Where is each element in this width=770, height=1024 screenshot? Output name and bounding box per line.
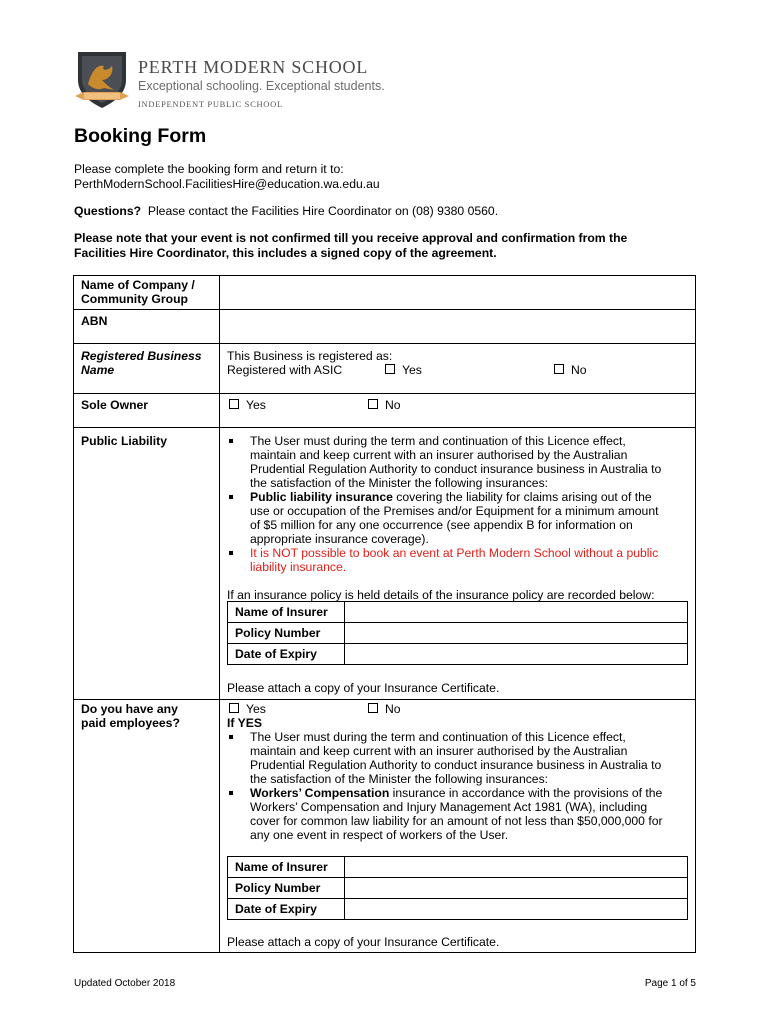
option-label: Yes [246,398,266,412]
row-divider [73,699,696,700]
confirmation-notice [74,231,627,261]
company-field[interactable] [227,278,692,306]
label-line: Name of Company / [81,278,195,292]
sole-owner-no-option[interactable] [368,398,401,412]
emphasis: Workers’ Compensation [250,786,390,800]
checkbox[interactable] [229,399,239,409]
abn-label: ABN [81,314,108,328]
label-line: Community Group [81,292,188,306]
text-line: It is NOT possible to book an event at Perth Modern School without a public [250,546,659,560]
employees-no-option[interactable] [368,702,401,716]
insurance-policy-table [227,601,688,665]
emphasis: Public liability insurance [250,490,393,504]
school-name: PERTH MODERN SCHOOL [138,57,369,77]
text-line: The User must during the term and continuation of this Licence effect, [250,434,626,448]
list-item [227,730,692,786]
table-row [228,623,688,644]
employees-label [81,702,217,730]
registration-info: This Business is registered as: [227,349,393,363]
contact-email[interactable]: PerthModernSchool.FacilitiesHire@education.wa.edu.au [74,177,380,191]
policy-number-field[interactable] [345,878,688,899]
attach-note: Please attach a copy of your Insurance Certificate. [227,681,500,695]
policy-intro: If an insurance policy is held details of the insurance policy are recorded below: [227,588,655,602]
school-crest-icon [74,50,130,112]
option-label: Yes [402,363,422,377]
registered-asic-text: Registered with ASIC [227,363,343,377]
company-label [81,278,217,306]
text-line: the satisfaction of the Minister the following insurances: [250,476,549,490]
workers-comp-policy-table [227,856,688,920]
school-type: INDEPENDENT PUBLIC SCHOOL [138,99,283,109]
sole-owner-yes-option[interactable] [229,398,266,412]
questions-label: Questions? [74,204,142,218]
notice-line: Please note that your event is not confirmed till you receive approval and confirmation from the [74,231,628,245]
row-label: Name of Insurer [228,602,345,623]
list-item [227,490,692,546]
text-line: maintain and keep current with an insurer authorised by the Australian [250,744,628,758]
workers-comp-terms [227,730,692,842]
sole-owner-label: Sole Owner [81,398,149,412]
row-label: Policy Number [228,878,345,899]
option-label: No [385,398,401,412]
text-line: cover for common law liability for an amount of not less than $50,000,000 for [250,814,663,828]
list-item-warning [227,546,692,574]
if-yes-heading: If YES [227,716,262,730]
insurer-name-field[interactable] [345,857,688,878]
text-line: Prudential Regulation Authority to conduct insurance business in Australia to [250,758,662,772]
text: covering the liability for claims arising out of the [392,490,652,504]
table-row [228,878,688,899]
checkbox[interactable] [554,364,564,374]
text-line: any one event in respect of workers of the User. [250,828,509,842]
row-divider [73,309,696,310]
row-divider [73,427,696,428]
employees-yes-option[interactable] [229,702,266,716]
text-line [250,490,692,504]
asic-yes-option[interactable] [385,363,422,377]
questions-text: Please contact the Facilities Hire Coordinator on (08) 9380 0560. [147,204,499,218]
text-line: the satisfaction of the Minister the following insurances: [250,772,549,786]
table-row [228,857,688,878]
table-row [228,602,688,623]
notice-line: Facilities Hire Coordinator, this includes a signed copy of the agreement. [74,246,497,260]
page-title: Booking Form [74,125,207,147]
row-label: Name of Insurer [228,857,345,878]
abn-field[interactable] [227,312,692,340]
expiry-date-field[interactable] [345,899,688,920]
text-line: Workers’ Compensation and Injury Management Act 1981 (WA), including [250,800,648,814]
option-label: No [385,702,401,716]
checkbox[interactable] [385,364,395,374]
label-line: Do you have any [81,702,178,716]
text-line: The User must during the term and continuation of this Licence effect, [250,730,626,744]
label-line: paid employees? [81,716,180,730]
updated-date: Updated October 2018 [74,978,176,989]
list-item [227,786,692,842]
option-label: No [571,363,587,377]
insurer-name-field[interactable] [345,602,688,623]
intro-text [74,162,380,192]
text-line: of $5 million for any one occurrence (see appendix B for information on [250,518,633,532]
row-label: Policy Number [228,623,345,644]
text-line: use or occupation of the Premises and/or Equipment for a minimum amount [250,504,659,518]
row-label: Date of Expiry [228,899,345,920]
column-divider [219,275,220,953]
asic-no-option[interactable] [554,363,587,377]
questions-line [74,204,498,219]
policy-number-field[interactable] [345,623,688,644]
registered-business-label [81,349,217,377]
public-liability-label: Public Liability [81,434,168,448]
page-number: Page 1 of 5 [644,978,696,989]
row-label: Date of Expiry [228,644,345,665]
row-divider [73,393,696,394]
list-item [227,434,692,490]
checkbox[interactable] [368,399,378,409]
table-row [228,644,688,665]
option-label: Yes [246,702,266,716]
text-line: maintain and keep current with an insurer authorised by the Australian [250,448,628,462]
attach-note: Please attach a copy of your Insurance Certificate. [227,935,500,949]
text: insurance in accordance with the provisions of the [389,786,663,800]
public-liability-terms [227,434,692,574]
text-line: Prudential Regulation Authority to conduct insurance business in Australia to [250,462,662,476]
text-line [250,786,692,800]
school-tagline: Exceptional schooling. Exceptional students. [138,79,385,93]
expiry-date-field[interactable] [345,644,688,665]
label-line: Name [81,363,115,377]
label-line: Registered Business [81,349,202,363]
table-row [228,899,688,920]
text-line: appropriate insurance coverage). [250,532,429,546]
checkbox[interactable] [368,703,378,713]
checkbox[interactable] [229,703,239,713]
text-line: liability insurance. [250,560,347,574]
row-divider [73,343,696,344]
intro-line: Please complete the booking form and return it to: [74,162,344,176]
